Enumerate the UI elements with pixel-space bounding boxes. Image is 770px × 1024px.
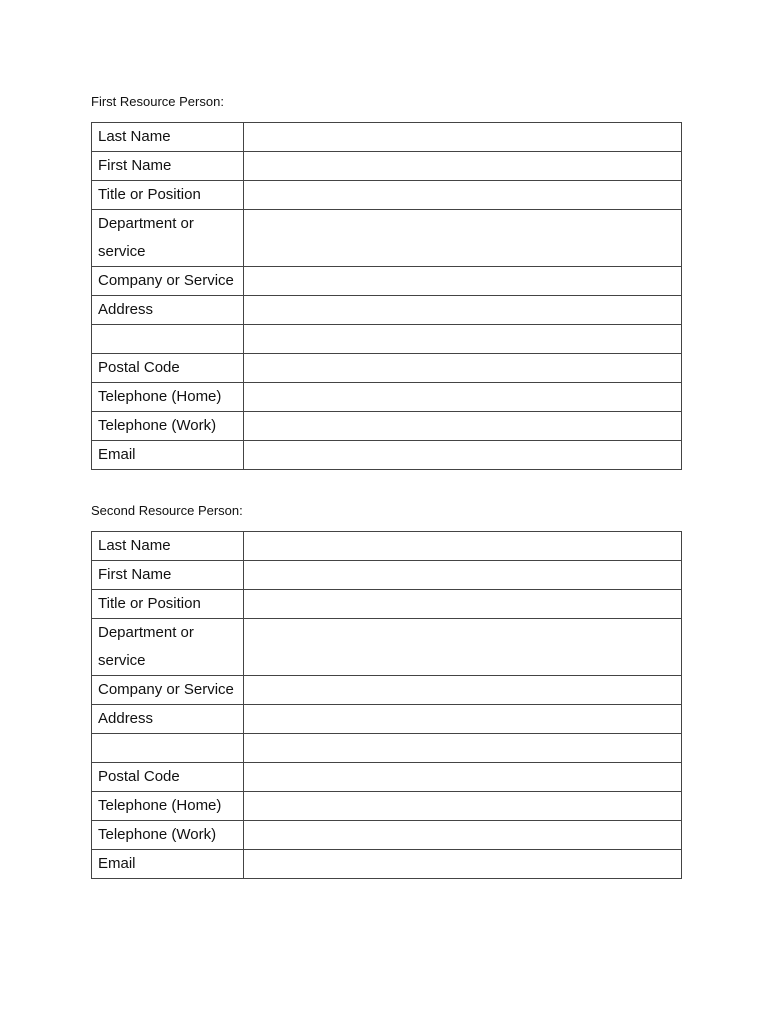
second-resource-person-section [91,501,680,879]
telephone-home-field[interactable] [244,792,682,821]
field-label-line: Department or [98,624,194,641]
field-label [92,325,244,354]
section-heading: First Resource Person: [91,94,224,109]
last-name-field[interactable] [244,532,682,561]
department-field[interactable] [244,210,682,267]
field-label: First Name [92,561,244,590]
field-label-line: service [98,243,146,260]
table-row [92,619,682,676]
table-row [92,210,682,267]
company-field[interactable] [244,676,682,705]
field-label: Email [92,850,244,879]
field-label [92,619,244,676]
table-row [92,532,682,561]
field-label: Company or Service [92,267,244,296]
title-field[interactable] [244,590,682,619]
table-row [92,441,682,470]
address-line-2-field[interactable] [244,325,682,354]
table-row [92,561,682,590]
field-label: First Name [92,152,244,181]
field-label: Last Name [92,532,244,561]
field-label: Company or Service [92,676,244,705]
table-row [92,123,682,152]
field-label: Title or Position [92,181,244,210]
field-label: Telephone (Home) [92,383,244,412]
table-row [92,734,682,763]
first-name-field[interactable] [244,561,682,590]
field-label: Postal Code [92,763,244,792]
postal-code-field[interactable] [244,763,682,792]
email-field[interactable] [244,441,682,470]
second-resource-person-table [91,531,682,879]
field-label: Telephone (Home) [92,792,244,821]
first-resource-person-table [91,122,682,470]
field-label [92,210,244,267]
address-field[interactable] [244,296,682,325]
table-row [92,383,682,412]
field-label: Title or Position [92,590,244,619]
table-row [92,181,682,210]
address-field[interactable] [244,705,682,734]
table-row [92,676,682,705]
title-field[interactable] [244,181,682,210]
table-row [92,325,682,354]
field-label: Email [92,441,244,470]
table-row [92,763,682,792]
postal-code-field[interactable] [244,354,682,383]
company-field[interactable] [244,267,682,296]
table-row [92,152,682,181]
first-resource-person-section [91,92,680,470]
address-line-2-field[interactable] [244,734,682,763]
table-row [92,296,682,325]
table-row [92,705,682,734]
field-label: Address [92,705,244,734]
field-label: Last Name [92,123,244,152]
table-row [92,792,682,821]
field-label-line: Department or [98,215,194,232]
field-label: Address [92,296,244,325]
email-field[interactable] [244,850,682,879]
field-label: Postal Code [92,354,244,383]
table-row [92,590,682,619]
last-name-field[interactable] [244,123,682,152]
table-row [92,850,682,879]
field-label [92,734,244,763]
section-heading: Second Resource Person: [91,503,243,518]
table-row [92,267,682,296]
table-row [92,412,682,441]
telephone-work-field[interactable] [244,412,682,441]
table-row [92,354,682,383]
department-field[interactable] [244,619,682,676]
first-name-field[interactable] [244,152,682,181]
field-label: Telephone (Work) [92,821,244,850]
telephone-work-field[interactable] [244,821,682,850]
field-label: Telephone (Work) [92,412,244,441]
field-label-line: service [98,652,146,669]
table-row [92,821,682,850]
telephone-home-field[interactable] [244,383,682,412]
